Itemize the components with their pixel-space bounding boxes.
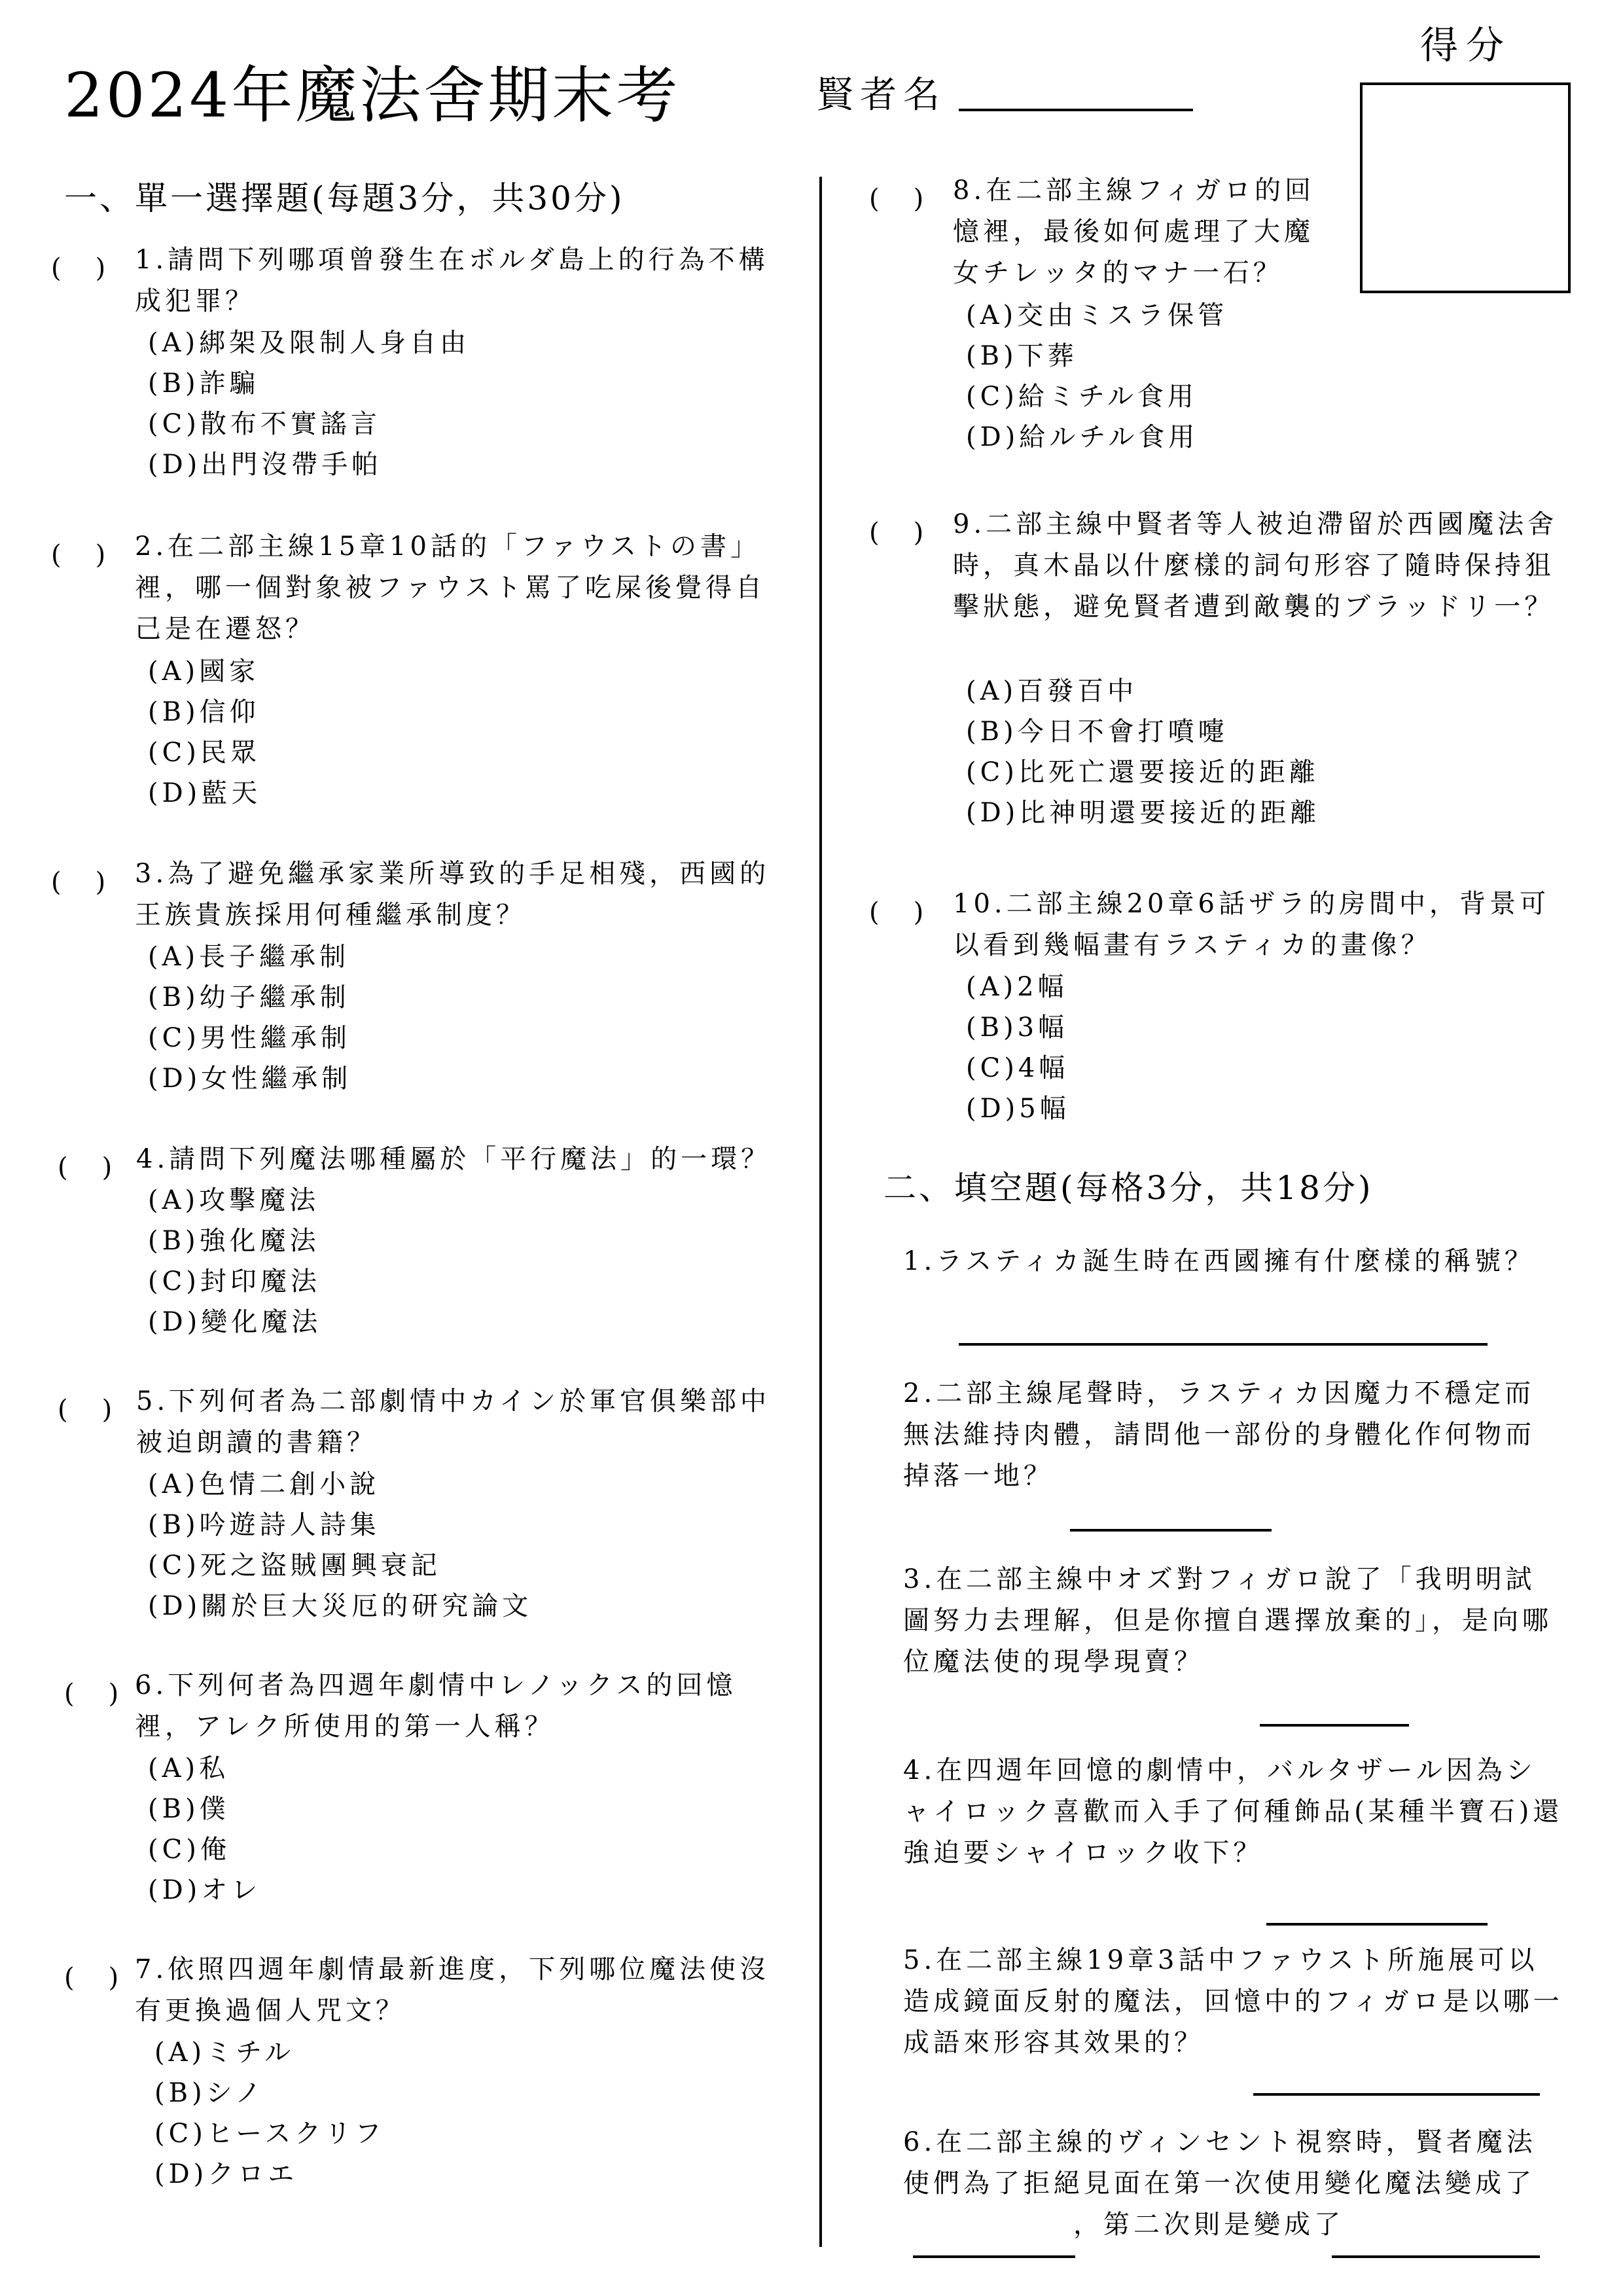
answer-paren[interactable]: ( ): [58, 1153, 116, 1183]
fill-question-6-text-b: ，第二次則是變成了: [1073, 2210, 1344, 2240]
mc-question-1: [51, 247, 784, 496]
answer-paren[interactable]: ( ): [869, 897, 928, 927]
answer-paren[interactable]: ( ): [58, 1395, 116, 1425]
option-b: (B)シノ: [154, 2078, 266, 2108]
fill-blank-2[interactable]: [1070, 1529, 1272, 1532]
option-d: (D)變化魔法: [148, 1307, 322, 1337]
option-b: (B)下葬: [966, 341, 1078, 371]
answer-paren[interactable]: ( ): [869, 518, 928, 548]
option-d: (D)5幅: [966, 1094, 1070, 1124]
section-fill-in-title: 二、填空題(每格3分，共18分): [883, 1169, 1374, 1207]
option-a: (A)ミチル: [154, 2037, 295, 2068]
option-c: (C)4幅: [966, 1053, 1069, 1083]
option-c: (C)俺: [148, 1835, 230, 1865]
option-c: (C)給ミチル食用: [966, 382, 1198, 412]
option-d: (D)オレ: [148, 1875, 262, 1905]
option-a: (A)綁架及限制人身自由: [148, 328, 471, 358]
option-d: (D)比神明還要接近的距離: [966, 798, 1321, 828]
question-stem: 3.為了避免繼承家業所導致的手足相殘，西國的王族貴族採用何種繼承制度？: [135, 859, 770, 930]
option-c: (C)比死亡還要接近的距離: [966, 757, 1319, 787]
mc-question-6: [64, 1670, 791, 1922]
question-stem: 5.下列何者為二部劇情中カイン於軍官俱樂部中被迫朗讀的書籍？: [136, 1386, 770, 1458]
option-b: (B)3幅: [966, 1013, 1069, 1043]
mc-question-3: [51, 861, 784, 1110]
option-c: (C)散布不實謠言: [148, 409, 381, 439]
option-c: (C)死之盜賊團興衰記: [148, 1551, 441, 1581]
question-stem: 10.二部主線20章6話ザラ的房間中，背景可以看到幾幅畫有ラスティカ的畫像？: [953, 889, 1550, 960]
mc-question-7: [64, 1954, 791, 2206]
option-b: (B)信仰: [148, 697, 260, 727]
option-a: (A)2幅: [966, 972, 1068, 1002]
question-stem: 4.請問下列魔法哪種屬於「平行魔法」的一環？: [136, 1144, 772, 1174]
mc-question-9: [869, 509, 1576, 839]
option-c: (C)民眾: [148, 738, 260, 768]
option-d: (D)關於巨大災厄的研究論文: [148, 1591, 533, 1621]
fill-question-6: [903, 2122, 1564, 2204]
option-b: (B)僕: [148, 1794, 230, 1824]
question-stem: 2.在二部主線15章10話的「ファウストの書」裡，哪一個對象被ファウスト罵了吃屎後覺得自己是在遷怒？: [135, 531, 766, 644]
answer-paren[interactable]: ( ): [869, 184, 928, 214]
column-divider: [819, 177, 822, 2247]
option-c: (C)ヒースクリフ: [154, 2119, 385, 2149]
question-stem: 6.下列何者為四週年劇情中レノックス的回憶裡，アレク所使用的第一人稱？: [135, 1670, 737, 1742]
fill-blank-6b[interactable]: [1332, 2255, 1540, 2258]
fill-blank-6a[interactable]: [913, 2255, 1075, 2258]
score-label: 得分: [1420, 23, 1512, 67]
answer-paren[interactable]: ( ): [64, 1679, 123, 1709]
fill-question-5: 5.在二部主線19章3話中ファウスト所施展可以造成鏡面反射的魔法，回憶中的フィガロ是以哪一成語來形容其效果的？: [903, 1945, 1563, 2058]
mc-question-4: [58, 1144, 797, 1356]
option-d: (D)クロエ: [154, 2159, 298, 2189]
fill-question-1: 1.ラスティカ誕生時在西國擁有什麼樣的稱號？: [903, 1246, 1535, 1276]
option-d: (D)出門沒帶手帕: [148, 450, 382, 480]
fill-blank-3[interactable]: [1260, 1724, 1409, 1727]
fill-blank-5[interactable]: [1253, 2093, 1540, 2096]
question-stem: 7.依照四週年劇情最新進度，下列哪位魔法使沒有更換過個人咒文？: [135, 1954, 770, 2026]
answer-paren[interactable]: ( ): [51, 867, 110, 897]
option-b: (B)幼子繼承制: [148, 982, 350, 1013]
score-box[interactable]: [1360, 82, 1571, 293]
question-stem: 8.在二部主線フィガロ的回憶裡，最後如何處理了大魔女チレッタ的マナ一石？: [953, 175, 1315, 288]
option-b: (B)詐騙: [148, 368, 260, 399]
mc-question-10: [869, 891, 1576, 1140]
option-d: (D)給ルチル食用: [966, 422, 1199, 452]
fill-question-2: 2.二部主線尾聲時，ラスティカ因魔力不穩定而無法維持肉體，請問他一部份的身體化作何物而掉落一地？: [903, 1378, 1535, 1491]
option-d: (D)藍天: [148, 778, 262, 808]
option-a: (A)國家: [148, 656, 260, 687]
answer-paren[interactable]: ( ): [64, 1963, 123, 1993]
option-c: (C)男性繼承制: [148, 1023, 351, 1053]
fill-question-6-text-a: 6.在二部主線的ヴィンセント視察時，賢者魔法使們為了拒絕見面在第一次使用變化魔法變成了: [903, 2127, 1537, 2198]
option-b: (B)今日不會打噴嚏: [966, 717, 1228, 747]
option-c: (C)封印魔法: [148, 1266, 321, 1297]
option-d: (D)女性繼承制: [148, 1064, 352, 1094]
mc-question-8: [869, 175, 1340, 466]
fill-question-3: 3.在二部主線中オズ對フィガロ說了「我明明試圖努力去理解，但是你擅自選擇放棄的」，是向哪位魔法使的現學現賣？: [903, 1564, 1552, 1677]
option-a: (A)攻擊魔法: [148, 1185, 320, 1215]
answer-paren[interactable]: ( ): [51, 253, 110, 283]
question-stem: 1.請問下列哪項曾發生在ボルダ島上的行為不構成犯罪？: [135, 245, 769, 316]
option-b: (B)吟遊詩人詩集: [148, 1510, 380, 1540]
option-a: (A)色情二創小說: [148, 1469, 380, 1499]
mc-question-2: [51, 531, 784, 835]
option-a: (A)私: [148, 1753, 230, 1784]
answer-paren[interactable]: ( ): [51, 540, 110, 570]
sage-name-label: 賢者名: [817, 74, 946, 117]
option-b: (B)強化魔法: [148, 1226, 320, 1256]
fill-blank-1[interactable]: [959, 1343, 1488, 1346]
fill-question-4: 4.在四週年回憶的劇情中，バルタザール因為シャイロック喜歡而入手了何種飾品(某種半寶石)還強迫要シャイロック收下？: [903, 1755, 1563, 1868]
exam-title: 2024年魔法舍期末考: [64, 60, 681, 132]
option-a: (A)長子繼承制: [148, 942, 350, 972]
option-a: (A)交由ミスラ保管: [966, 300, 1228, 331]
section-multiple-choice-title: 一、單一選擇題(每題3分，共30分): [64, 179, 625, 217]
fill-blank-4[interactable]: [1266, 1923, 1488, 1926]
option-a: (A)百發百中: [966, 676, 1138, 706]
question-stem: 9.二部主線中賢者等人被迫滯留於西國魔法舍時，真木晶以什麼樣的詞句形容了隨時保持狙擊狀態，避免賢者遭到敵襲的ブラッドリ一？: [953, 509, 1558, 622]
mc-question-5: [58, 1386, 791, 1638]
sage-name-blank[interactable]: [959, 109, 1193, 111]
